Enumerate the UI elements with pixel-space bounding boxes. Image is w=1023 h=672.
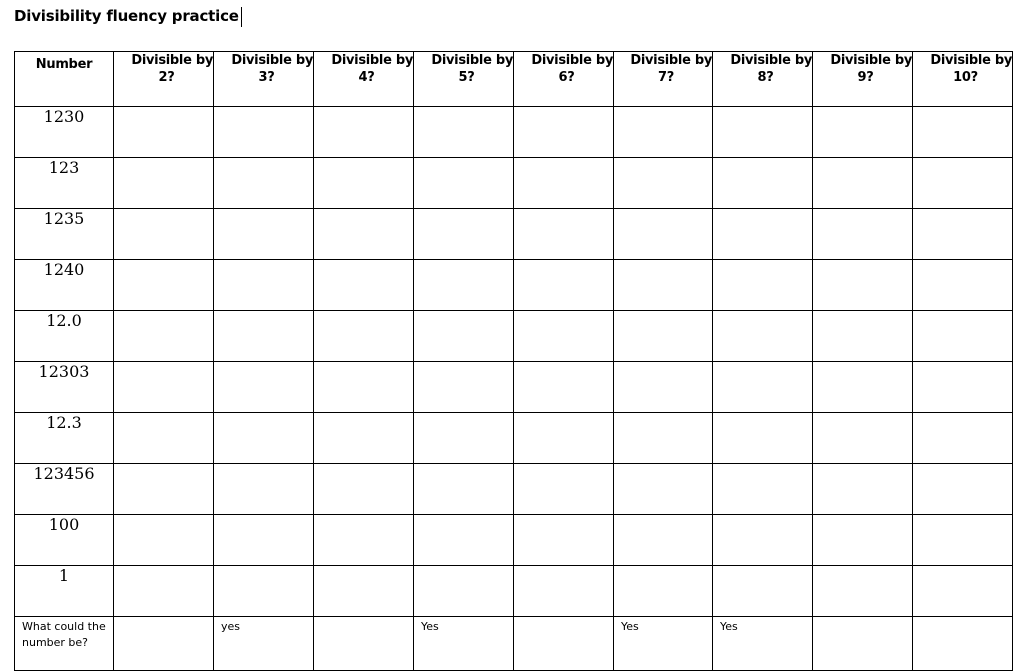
number-cell: 12.0 — [15, 311, 114, 362]
answer-cell[interactable] — [913, 413, 1013, 464]
answer-cell[interactable] — [713, 413, 813, 464]
answer-cell[interactable]: yes — [214, 617, 314, 671]
answer-cell[interactable] — [514, 464, 614, 515]
table-row — [15, 260, 1013, 311]
header-row — [15, 52, 1013, 107]
answer-cell[interactable] — [913, 566, 1013, 617]
answer-cell[interactable] — [514, 617, 614, 671]
answer-cell[interactable] — [214, 566, 314, 617]
number-cell: 1 — [15, 566, 114, 617]
answer-cell[interactable] — [314, 617, 414, 671]
answer-cell[interactable] — [214, 158, 314, 209]
answer-cell[interactable] — [414, 515, 514, 566]
answer-cell[interactable]: Yes — [713, 617, 813, 671]
column-header-div-8: Divisible by 8? — [713, 52, 813, 107]
answer-cell[interactable] — [913, 107, 1013, 158]
answer-cell[interactable] — [114, 362, 214, 413]
answer-cell[interactable] — [713, 311, 813, 362]
answer-cell[interactable] — [214, 107, 314, 158]
answer-cell[interactable] — [414, 413, 514, 464]
answer-cell[interactable] — [514, 260, 614, 311]
answer-cell[interactable] — [414, 158, 514, 209]
table-row-what-could-number-be — [15, 617, 1013, 671]
answer-cell[interactable] — [114, 260, 214, 311]
answer-cell[interactable] — [314, 158, 414, 209]
number-cell: 12.3 — [15, 413, 114, 464]
number-cell: 123 — [15, 158, 114, 209]
answer-cell[interactable] — [514, 362, 614, 413]
answer-cell[interactable] — [314, 209, 414, 260]
answer-cell[interactable] — [614, 413, 713, 464]
answer-cell[interactable] — [314, 464, 414, 515]
answer-cell[interactable] — [813, 209, 913, 260]
answer-cell[interactable] — [114, 515, 214, 566]
answer-cell[interactable] — [514, 158, 614, 209]
table-row — [15, 464, 1013, 515]
answer-cell[interactable] — [813, 260, 913, 311]
answer-cell[interactable] — [913, 209, 1013, 260]
answer-cell[interactable] — [614, 209, 713, 260]
answer-cell[interactable] — [514, 311, 614, 362]
answer-cell[interactable] — [813, 158, 913, 209]
answer-cell[interactable] — [114, 311, 214, 362]
table-row — [15, 311, 1013, 362]
answer-cell[interactable] — [314, 107, 414, 158]
answer-cell[interactable] — [813, 311, 913, 362]
answer-cell[interactable] — [214, 362, 314, 413]
answer-cell[interactable] — [813, 566, 913, 617]
answer-cell[interactable] — [913, 362, 1013, 413]
answer-cell[interactable] — [614, 464, 713, 515]
answer-cell[interactable] — [913, 260, 1013, 311]
answer-cell[interactable] — [114, 107, 214, 158]
answer-cell[interactable] — [713, 209, 813, 260]
answer-cell[interactable] — [114, 209, 214, 260]
answer-cell[interactable] — [913, 515, 1013, 566]
answer-cell[interactable] — [214, 311, 314, 362]
answer-cell[interactable] — [414, 311, 514, 362]
answer-cell[interactable] — [913, 311, 1013, 362]
column-header-div-3: Divisible by 3? — [214, 52, 314, 107]
number-cell: 123456 — [15, 464, 114, 515]
answer-cell[interactable] — [614, 566, 713, 617]
answer-cell[interactable] — [414, 209, 514, 260]
answer-cell[interactable] — [713, 107, 813, 158]
answer-cell[interactable] — [713, 515, 813, 566]
answer-cell[interactable] — [314, 413, 414, 464]
table-row — [15, 566, 1013, 617]
answer-cell[interactable] — [913, 617, 1013, 671]
column-header-div-6: Divisible by 6? — [514, 52, 614, 107]
answer-cell[interactable] — [713, 158, 813, 209]
answer-cell[interactable] — [514, 209, 614, 260]
page-title: Divisibility fluency practice — [14, 7, 239, 25]
number-cell: 1235 — [15, 209, 114, 260]
column-header-div-2: Divisible by 2? — [114, 52, 214, 107]
answer-cell[interactable] — [114, 617, 214, 671]
table-row — [15, 362, 1013, 413]
answer-cell[interactable] — [713, 566, 813, 617]
answer-cell[interactable] — [514, 107, 614, 158]
number-cell: 100 — [15, 515, 114, 566]
answer-cell[interactable] — [314, 566, 414, 617]
answer-cell[interactable] — [414, 362, 514, 413]
answer-cell[interactable] — [813, 362, 913, 413]
answer-cell[interactable] — [614, 362, 713, 413]
text-cursor — [241, 7, 242, 27]
column-header-number: Number — [15, 52, 114, 107]
answer-cell[interactable] — [214, 209, 314, 260]
answer-cell[interactable] — [114, 158, 214, 209]
answer-cell[interactable] — [614, 311, 713, 362]
answer-cell[interactable] — [913, 158, 1013, 209]
answer-cell[interactable] — [614, 107, 713, 158]
answer-cell[interactable] — [713, 464, 813, 515]
answer-cell[interactable] — [514, 515, 614, 566]
answer-cell[interactable] — [314, 515, 414, 566]
answer-cell[interactable] — [414, 107, 514, 158]
answer-cell[interactable] — [314, 311, 414, 362]
answer-cell[interactable] — [214, 515, 314, 566]
table-row — [15, 158, 1013, 209]
column-header-div-10: Divisible by 10? — [913, 52, 1013, 107]
answer-cell[interactable] — [813, 413, 913, 464]
divisibility-table — [14, 51, 1013, 671]
answer-cell[interactable] — [414, 464, 514, 515]
answer-cell[interactable] — [514, 413, 614, 464]
answer-cell[interactable] — [614, 260, 713, 311]
answer-cell[interactable] — [414, 260, 514, 311]
table-row — [15, 107, 1013, 158]
number-cell: 1230 — [15, 107, 114, 158]
table-row — [15, 515, 1013, 566]
answer-cell[interactable] — [614, 158, 713, 209]
answer-cell[interactable] — [713, 260, 813, 311]
answer-cell[interactable] — [114, 566, 214, 617]
answer-cell[interactable] — [114, 413, 214, 464]
answer-cell[interactable] — [214, 260, 314, 311]
answer-cell[interactable] — [813, 515, 913, 566]
number-cell: 12303 — [15, 362, 114, 413]
answer-cell[interactable] — [713, 362, 813, 413]
answer-cell[interactable] — [514, 566, 614, 617]
answer-cell[interactable] — [913, 464, 1013, 515]
answer-cell[interactable]: Yes — [414, 617, 514, 671]
answer-cell[interactable] — [813, 464, 913, 515]
row-label: What could the number be? — [15, 617, 114, 671]
answer-cell[interactable]: Yes — [614, 617, 713, 671]
column-header-div-9: Divisible by 9? — [813, 52, 913, 107]
answer-cell[interactable] — [414, 566, 514, 617]
table-row — [15, 413, 1013, 464]
answer-cell[interactable] — [314, 260, 414, 311]
answer-cell[interactable] — [614, 515, 713, 566]
table-row — [15, 209, 1013, 260]
column-header-div-5: Divisible by 5? — [414, 52, 514, 107]
column-header-div-7: Divisible by 7? — [614, 52, 713, 107]
answer-cell[interactable] — [813, 617, 913, 671]
number-cell: 1240 — [15, 260, 114, 311]
answer-cell[interactable] — [314, 362, 414, 413]
answer-cell[interactable] — [214, 464, 314, 515]
column-header-div-4: Divisible by 4? — [314, 52, 414, 107]
answer-cell[interactable] — [813, 107, 913, 158]
answer-cell[interactable] — [214, 413, 314, 464]
answer-cell[interactable] — [114, 464, 214, 515]
